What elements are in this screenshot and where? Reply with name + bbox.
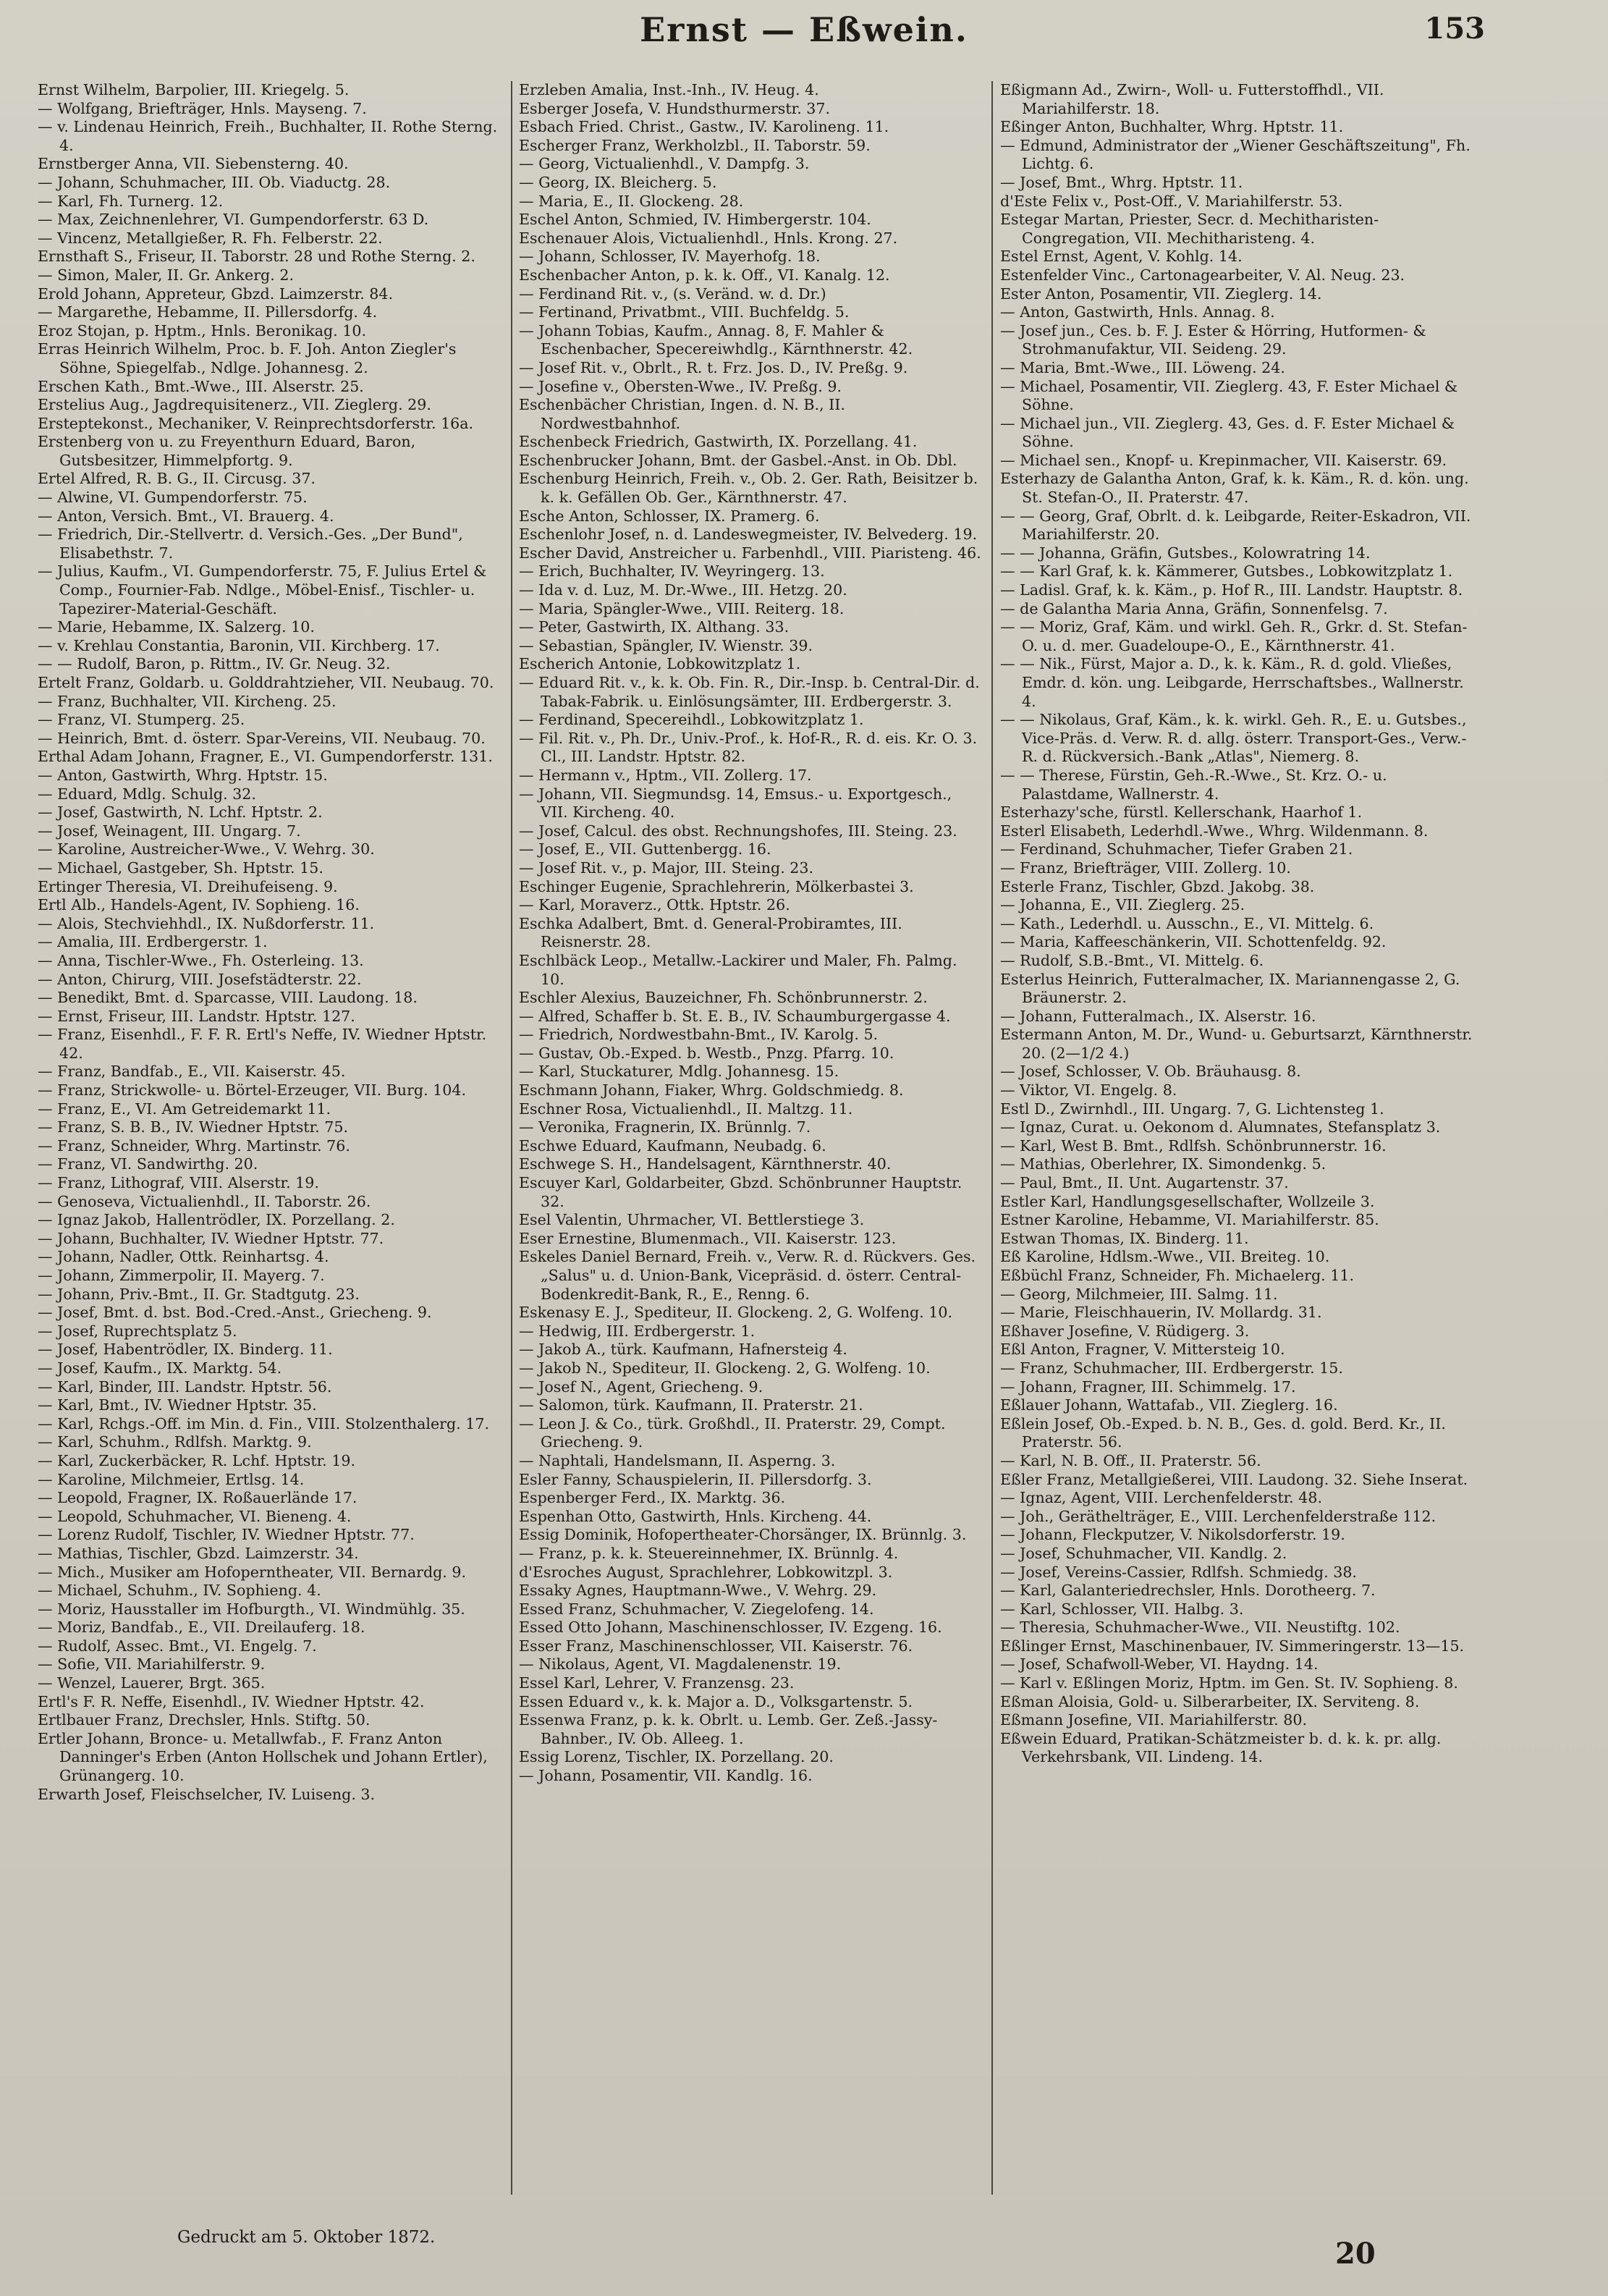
- directory-entry: — Johann, Buchhalter, IV. Wiedner Hptstr. 77.: [38, 1229, 384, 1247]
- directory-entry: Eschwe Eduard, Kaufmann, Neubadg. 6.: [519, 1136, 826, 1155]
- directory-entry: Erthal Adam Johann, Fragner, E., VI. Gumpendorferstr. 131.: [38, 748, 493, 766]
- directory-entry: Esterlus Heinrich, Futteralmacher, IX. Mariannengasse 2, G. Bräunerstr. 2.: [1000, 970, 1460, 1007]
- directory-entry: — Erich, Buchhalter, IV. Weyringerg. 13.: [519, 562, 825, 581]
- directory-entry: — Georg, Milchmeier, III. Salmg. 11.: [1000, 1285, 1278, 1303]
- directory-entry: Erschen Kath., Bmt.-Wwe., III. Alserstr. 25.: [38, 377, 364, 395]
- directory-entry: — Franz, Buchhalter, VII. Kircheng. 25.: [38, 692, 337, 710]
- directory-entry: Essaky Agnes, Hauptmann-Wwe., V. Wehrg. 29.: [519, 1582, 877, 1600]
- directory-entry: — Josef, Calcul. des obst. Rechnungshofes, III. Steing. 23.: [519, 822, 957, 840]
- directory-entry: — Karl, Binder, III. Landstr. Hptstr. 56.: [38, 1377, 332, 1396]
- directory-entry: Ernst Wilhelm, Barpolier, III. Kriegelg. 5.: [38, 81, 350, 98]
- directory-entry: Essenwa Franz, p. k. k. Obrlt. u. Lemb. Ger. Zeß.-Jassy-Bahnber., IV. Ob. Alleeg. 1.: [519, 1711, 938, 1747]
- directory-entry: — Johann, Posamentir, VII. Kandlg. 16.: [519, 1767, 813, 1785]
- directory-entry: — Michael sen., Knopf- u. Krepinmacher, VII. Kaiserstr. 69.: [1000, 451, 1447, 469]
- directory-entry: — Maria, E., II. Glockeng. 28.: [519, 192, 744, 210]
- directory-entry: — Josef Rit. v., Obrlt., R. t. Frz. Jos. D., IV. Preßg. 9.: [519, 358, 908, 376]
- directory-entry: — Ferdinand Rit. v., (s. Veränd. w. d. Dr.): [519, 284, 826, 303]
- directory-entry: — Hermann v., Hptm., VII. Zollerg. 17.: [519, 766, 812, 784]
- directory-entry: Esser Franz, Maschinenschlosser, VII. Kaiserstr. 76.: [519, 1637, 913, 1655]
- directory-columns: [38, 81, 1485, 2195]
- directory-entry: — Franz, E., VI. Am Getreidemarkt 11.: [38, 1100, 331, 1118]
- directory-entry: Eschner Rosa, Victualienhdl., II. Maltzg. 11.: [519, 1100, 853, 1118]
- column-divider: [511, 81, 512, 2195]
- directory-entry: — Jakob A., türk. Kaufmann, Hafnersteig 4.: [519, 1341, 847, 1359]
- directory-entry: — Johann, Nadler, Ottk. Reinhartsg. 4.: [38, 1248, 329, 1266]
- directory-entry: — Franz, VI. Sandwirthg. 20.: [38, 1155, 258, 1173]
- directory-entry: — Josef, Schafwoll-Weber, VI. Haydng. 14.: [1000, 1655, 1319, 1674]
- directory-entry: Ertel Alfred, R. B. G., II. Circusg. 37.: [38, 470, 316, 488]
- directory-entry: — Viktor, VI. Engelg. 8.: [1000, 1081, 1177, 1100]
- directory-entry: Eschwege S. H., Handelsagent, Kärnthnerstr. 40.: [519, 1155, 892, 1173]
- directory-entry: Ertler Johann, Bronce- u. Metallwfab., F. Franz Anton Danninger's Erben (Anton Hollschek und Johann Ertler), Grünangerg. 10.: [38, 1729, 488, 1785]
- directory-entry: — de Galantha Maria Anna, Gräfin, Sonnenfelsg. 7.: [1000, 599, 1388, 617]
- directory-entry: Esler Fanny, Schauspielerin, II. Pillersdorfg. 3.: [519, 1470, 872, 1488]
- directory-entry: — Karl, Bmt., IV. Wiedner Hptstr. 35.: [38, 1396, 317, 1414]
- directory-entry: — Nikolaus, Agent, VI. Magdalenenstr. 19.: [519, 1655, 842, 1674]
- signature-mark: 20: [1335, 2237, 1376, 2271]
- directory-entry: Eschenbeck Friedrich, Gastwirth, IX. Porzellang. 41.: [519, 433, 918, 451]
- directory-entry: — Wolfgang, Briefträger, Hnls. Mayseng. 7.: [38, 99, 367, 117]
- directory-entry: — Ladisl. Graf, k. k. Käm., p. Hof R., III. Landstr. Hauptstr. 8.: [1000, 581, 1463, 599]
- directory-entry: Erstelius Aug., Jagdrequisitenerz., VII. Zieglerg. 29.: [38, 396, 431, 414]
- directory-entry: Eschler Alexius, Bauzeichner, Fh. Schönbrunnerstr. 2.: [519, 989, 928, 1007]
- directory-entry: Erold Johann, Appreteur, Gbzd. Laimzerstr. 84.: [38, 284, 394, 303]
- directory-entry: — Wenzel, Lauerer, Brgt. 365.: [38, 1674, 266, 1692]
- directory-entry: — Leopold, Fragner, IX. Roßauerlände 17.: [38, 1489, 357, 1507]
- directory-entry: Estermann Anton, M. Dr., Wund- u. Geburtsarzt, Kärnthnerstr. 20. (2—1/2 4.): [1000, 1026, 1473, 1062]
- directory-entry: Eßler Franz, Metallgießerei, VIII. Laudong. 32. Siehe Inserat.: [1000, 1470, 1468, 1488]
- column-2: [519, 81, 982, 2195]
- directory-entry: — Ida v. d. Luz, M. Dr.-Wwe., III. Hetzg. 20.: [519, 581, 847, 599]
- directory-entry: Esterle Franz, Tischler, Gbzd. Jakobg. 38.: [1000, 877, 1315, 895]
- directory-entry: — v. Krehlau Constantia, Baronin, VII. Kirchberg. 17.: [38, 636, 440, 654]
- directory-entry: Eser Ernestine, Blumenmach., VII. Kaiserstr. 123.: [519, 1229, 897, 1247]
- directory-entry: — Josef, Schlosser, V. Ob. Bräuhausg. 8.: [1000, 1063, 1301, 1081]
- directory-entry: — Karl, Rchgs.-Off. im Min. d. Fin., VIII. Stolzenthalerg. 17.: [38, 1414, 489, 1432]
- directory-entry: — v. Lindenau Heinrich, Freih., Buchhalter, II. Rothe Sterng. 4.: [38, 118, 498, 154]
- directory-entry: Eßlinger Ernst, Maschinenbauer, IV. Simmeringerstr. 13—15.: [1000, 1637, 1465, 1655]
- directory-entry: — Michael, Schuhm., IV. Sophieng. 4.: [38, 1582, 321, 1600]
- directory-entry: Erras Heinrich Wilhelm, Proc. b. F. Joh. Anton Ziegler's Söhne, Spiegelfab., Ndlge. Johannesg. 2.: [38, 340, 457, 376]
- directory-entry: Eßl Anton, Fragner, V. Mittersteig 10.: [1000, 1341, 1285, 1359]
- directory-entry: Estwan Thomas, IX. Binderg. 11.: [1000, 1229, 1249, 1247]
- directory-entry: Eschmann Johann, Fiaker, Whrg. Goldschmiedg. 8.: [519, 1081, 904, 1100]
- directory-entry: Ertlbauer Franz, Drechsler, Hnls. Stiftg. 50.: [38, 1711, 371, 1729]
- directory-entry: — Kath., Lederhdl. u. Ausschn., E., VI. Mittelg. 6.: [1000, 914, 1374, 932]
- directory-entry: Esterhazy'sche, fürstl. Kellerschank, Haarhof 1.: [1000, 803, 1363, 822]
- directory-entry: — Moriz, Bandfab., E., VII. Dreilauferg. 18.: [38, 1618, 365, 1637]
- directory-entry: — Michael, Posamentir, VII. Zieglerg. 43, F. Ester Michael & Söhne.: [1000, 377, 1458, 414]
- directory-entry: — — Johanna, Gräfin, Gutsbes., Kolowratring 14.: [1000, 544, 1371, 562]
- directory-entry: — Marie, Fleischhauerin, IV. Mollardg. 31.: [1000, 1304, 1322, 1322]
- directory-entry: — Johann Tobias, Kaufm., Annag. 8, F. Mahler & Eschenbacher, Specereiwhdlg., Kärnthnerstr. 42.: [519, 321, 913, 358]
- directory-entry: — Amalia, III. Erdbergerstr. 1.: [38, 933, 268, 951]
- directory-entry: Esel Valentin, Uhrmacher, VI. Bettlerstiege 3.: [519, 1211, 865, 1229]
- directory-entry: — Johann, Futteralmach., IX. Alserstr. 16.: [1000, 1007, 1316, 1025]
- page-title: Ernst — Eßwein.: [640, 10, 968, 49]
- directory-entry: — Eduard, Mdlg. Schulg. 32.: [38, 785, 256, 803]
- directory-entry: — — Nik., Fürst, Major a. D., k. k. Käm., R. d. gold. Vließes, Emdr. d. kön. ung. Leibgarde, Herrschaftsbes., Wallnerstr. 4.: [1000, 655, 1464, 710]
- directory-entry: — Franz, p. k. k. Steuereinnehmer, IX. Brünnlg. 4.: [519, 1544, 899, 1562]
- directory-entry: Eschenlohr Josef, n. d. Landeswegmeister, IV. Belvederg. 19.: [519, 526, 978, 544]
- directory-entry: — Ignaz Jakob, Hallentrödler, IX. Porzellang. 2.: [38, 1211, 395, 1229]
- directory-entry: Esche Anton, Schlosser, IX. Pramerg. 6.: [519, 507, 820, 525]
- directory-entry: — Genoseva, Victualienhdl., II. Taborstr. 26.: [38, 1192, 371, 1210]
- directory-entry: — Josef, Weinagent, III. Ungarg. 7.: [38, 822, 301, 840]
- directory-entry: — Josef, Gastwirth, N. Lchf. Hptstr. 2.: [38, 803, 323, 822]
- directory-entry: — Karoline, Milchmeier, Ertlsg. 14.: [38, 1470, 305, 1488]
- directory-entry: Espenhan Otto, Gastwirth, Hnls. Kircheng. 44.: [519, 1507, 872, 1525]
- directory-entry: Ernstberger Anna, VII. Siebensterng. 40.: [38, 155, 349, 173]
- directory-entry: — Mich., Musiker am Hofoperntheater, VII. Bernardg. 9.: [38, 1563, 467, 1581]
- directory-entry: — Josef, Bmt., Whrg. Hptstr. 11.: [1000, 173, 1243, 191]
- directory-entry: — Franz, Lithograf, VIII. Alserstr. 19.: [38, 1174, 319, 1192]
- directory-entry: Estner Karoline, Hebamme, VI. Mariahilferstr. 85.: [1000, 1211, 1379, 1229]
- directory-entry: Essed Franz, Schuhmacher, V. Ziegelofeng. 14.: [519, 1600, 874, 1618]
- directory-entry: — Johann, Fleckputzer, V. Nikolsdorferstr. 19.: [1000, 1526, 1345, 1544]
- directory-entry: — Vincenz, Metallgießer, R. Fh. Felberstr. 22.: [38, 229, 383, 247]
- column-divider: [991, 81, 993, 2195]
- directory-entry: — Ferdinand, Schuhmacher, Tiefer Graben 21.: [1000, 840, 1353, 858]
- directory-entry: Eßman Aloisia, Gold- u. Silberarbeiter, IX. Serviteng. 8.: [1000, 1692, 1420, 1710]
- directory-entry: Essen Eduard v., k. k. Major a. D., Volksgartenstr. 5.: [519, 1692, 913, 1710]
- directory-entry: — Ernst, Friseur, III. Landstr. Hptstr. 127.: [38, 1007, 355, 1025]
- directory-entry: — — Therese, Fürstin, Geh.-R.-Wwe., St. Krz. O.- u. Palastdame, Wallnerstr. 4.: [1000, 766, 1387, 803]
- directory-entry: — Franz, Briefträger, VIII. Zollerg. 10.: [1000, 858, 1291, 877]
- directory-entry: — Joh., Geräthelträger, E., VIII. Lerchenfelderstraße 112.: [1000, 1507, 1436, 1525]
- directory-entry: — Peter, Gastwirth, IX. Althang. 33.: [519, 618, 790, 636]
- directory-entry: Eßlein Josef, Ob.-Exped. b. N. B., Ges. d. gold. Berd. Kr., II. Praterstr. 56.: [1000, 1414, 1446, 1451]
- directory-entry: — Josef, Kaufm., IX. Marktg. 54.: [38, 1359, 282, 1377]
- directory-entry: Ertelt Franz, Goldarb. u. Golddrahtzieher, VII. Neubaug. 70.: [38, 674, 494, 691]
- directory-entry: Esterhazy de Galantha Anton, Graf, k. k. Käm., R. d. kön. ung. St. Stefan-O., II. Praterstr. 47.: [1000, 470, 1469, 507]
- directory-entry: — Josef, E., VII. Guttenbergg. 16.: [519, 840, 771, 858]
- directory-entry: Erwarth Josef, Fleischselcher, IV. Luiseng. 3.: [38, 1785, 376, 1803]
- directory-entry: — Jakob N., Spediteur, II. Glockeng. 2, G. Wolfeng. 10.: [519, 1359, 931, 1377]
- directory-entry: — Fil. Rit. v., Ph. Dr., Univ.-Prof., k. Hof-R., R. d. eis. Kr. O. 3. Cl., III. Landstr. Hptstr. 82.: [519, 729, 978, 766]
- directory-entry: Eskeles Daniel Bernard, Freih. v., Verw. R. d. Rückvers. Ges. „Salus" u. d. Union-Bank, Vicepräsid. d. österr. Central-Bodenkredit-Bank, R., E., Renng. 6.: [519, 1248, 976, 1303]
- directory-entry: — Fertinand, Privatbmt., VIII. Buchfeldg. 5.: [519, 303, 850, 321]
- directory-entry: — Karl, Zuckerbäcker, R. Lchf. Hptstr. 19.: [38, 1451, 356, 1469]
- directory-entry: — Hedwig, III. Erdbergerstr. 1.: [519, 1322, 756, 1340]
- directory-entry: — Karl, Moraverz., Ottk. Hptstr. 26.: [519, 896, 790, 914]
- column-1: [38, 81, 501, 2195]
- directory-entry: — Alfred, Schaffer b. St. E. B., IV. Schaumburgergasse 4.: [519, 1007, 951, 1025]
- directory-entry: Eschenburg Heinrich, Freih. v., Ob. 2. Ger. Rath, Beisitzer b. k. k. Gefällen Ob. Ger., Kärnthnerstr. 47.: [519, 470, 978, 507]
- directory-entry: — Max, Zeichnenlehrer, VI. Gumpendorferstr. 63 D.: [38, 211, 429, 229]
- directory-entry: — Edmund, Administrator der „Wiener Geschäftszeitung", Fh. Lichtg. 6.: [1000, 136, 1471, 173]
- directory-entry: Eskenasy E. J., Spediteur, II. Glockeng. 2, G. Wolfeng. 10.: [519, 1304, 953, 1322]
- directory-entry: Eschlbäck Leop., Metallw.-Lackirer und Maler, Fh. Palmg. 10.: [519, 951, 957, 988]
- directory-entry: Eroz Stojan, p. Hptm., Hnls. Beronikag. 10.: [38, 321, 366, 339]
- column-3: [1000, 81, 1478, 2195]
- directory-entry: — Paul, Bmt., II. Unt. Augartenstr. 37.: [1000, 1174, 1289, 1192]
- directory-entry: Ester Anton, Posamentir, VII. Zieglerg. 14.: [1000, 284, 1322, 303]
- directory-entry: — Ferdinand, Specereihdl., Lobkowitzplatz 1.: [519, 711, 864, 729]
- directory-entry: — Karl, Schuhm., Rdlfsh. Marktg. 9.: [38, 1433, 312, 1451]
- directory-entry: Eschenbrucker Johann, Bmt. der Gasbel.-Anst. in Ob. Dbl.: [519, 451, 957, 469]
- directory-entry: — — Nikolaus, Graf, Käm., k. k. wirkl. Geh. R., E. u. Gutsbes., Vice-Präs. d. Verw. R. d. allg. österr. Transport-Ges., Verw.-R. d. Rückversich.-Bank „Atlas", Niemerg. 8.: [1000, 711, 1467, 766]
- directory-entry: — Johann, Fragner, III. Schimmelg. 17.: [1000, 1377, 1296, 1396]
- directory-entry: — Margarethe, Hebamme, II. Pillersdorfg. 4.: [38, 303, 378, 321]
- directory-entry: Escherich Antonie, Lobkowitzplatz 1.: [519, 655, 801, 673]
- directory-entry: — Josef, Vereins-Cassier, Rdlfsh. Schmiedg. 38.: [1000, 1563, 1357, 1581]
- directory-entry: — Karl, Stuckaturer, Mdlg. Johannesg. 15.: [519, 1063, 839, 1081]
- directory-entry: — Josef, Habentrödler, IX. Binderg. 11.: [38, 1341, 333, 1359]
- directory-entry: Esterl Elisabeth, Lederhdl.-Wwe., Whrg. Wildenmann. 8.: [1000, 822, 1429, 840]
- directory-entry: — Mathias, Tischler, Gbzd. Laimzerstr. 34.: [38, 1544, 359, 1562]
- directory-entry: Essig Lorenz, Tischler, IX. Porzellang. 20.: [519, 1748, 834, 1766]
- directory-entry: — Simon, Maler, II. Gr. Ankerg. 2.: [38, 266, 294, 284]
- directory-entry: — Alois, Stechviehhdl., IX. Nußdorferstr. 11.: [38, 914, 375, 932]
- directory-entry: — Anton, Chirurg, VIII. Josefstädterstr. 22.: [38, 970, 362, 988]
- directory-entry: Estel Ernst, Agent, V. Kohlg. 14.: [1000, 248, 1243, 266]
- directory-entry: — Theresia, Schuhmacher-Wwe., VII. Neustiftg. 102.: [1000, 1618, 1400, 1637]
- directory-entry: Estenfelder Vinc., Cartonagearbeiter, V. Al. Neug. 23.: [1000, 266, 1405, 284]
- directory-entry: Eßinger Anton, Buchhalter, Whrg. Hptstr. 11.: [1000, 118, 1344, 136]
- directory-entry: — Johann, Zimmerpolir, II. Mayerg. 7.: [38, 1267, 325, 1284]
- page-header: [0, 4, 1608, 55]
- directory-entry: Escuyer Karl, Goldarbeiter, Gbzd. Schönbrunner Hauptstr. 32.: [519, 1174, 962, 1210]
- directory-entry: — Johann, Schlosser, IV. Mayerhofg. 18.: [519, 248, 821, 266]
- directory-entry: — Julius, Kaufm., VI. Gumpendorferstr. 75, F. Julius Ertel & Comp., Fournier-Fab. Ndlge., Möbel-Enisf., Tischler- u. Tapezirer-Material-Geschäft.: [38, 562, 487, 617]
- directory-entry: — Josefine v., Obersten-Wwe., IV. Preßg. 9.: [519, 377, 842, 395]
- directory-entry: — — Moriz, Graf, Käm. und wirkl. Geh. R., Grkr. d. St. Stefan-O. u. d. mer. Guadeloupe-O., E., Kärnthnerstr. 41.: [1000, 618, 1468, 654]
- directory-entry: — Rudolf, Assec. Bmt., VI. Engelg. 7.: [38, 1637, 317, 1655]
- directory-entry: — Karl, N. B. Off., II. Praterstr. 56.: [1000, 1451, 1261, 1469]
- directory-entry: Eß Karoline, Hdlsm.-Wwe., VII. Breiteg. 10.: [1000, 1248, 1330, 1266]
- directory-entry: — Anton, Versich. Bmt., VI. Brauerg. 4.: [38, 507, 334, 525]
- directory-entry: — Eduard Rit. v., k. k. Ob. Fin. R., Dir.-Insp. b. Central-Dir. d. Tabak-Fabrik. u. Einlösungsämter, III. Erdbergerstr. 3.: [519, 674, 980, 710]
- directory-entry: Eschka Adalbert, Bmt. d. General-Probiramtes, III. Reisnerstr. 28.: [519, 914, 902, 951]
- directory-entry: — Anton, Gastwirth, Hnls. Annag. 8.: [1000, 303, 1275, 321]
- directory-entry: Esbach Fried. Christ., Gastw., IV. Karolineng. 11.: [519, 118, 889, 136]
- directory-entry: — Franz, VI. Stumperg. 25.: [38, 711, 245, 729]
- directory-entry: — Maria, Kaffeeschänkerin, VII. Schottenfeldg. 92.: [1000, 933, 1387, 951]
- directory-entry: — Karl v. Eßlingen Moriz, Hptm. im Gen. St. IV. Sophieng. 8.: [1000, 1674, 1458, 1692]
- directory-entry: — Franz, Schuhmacher, III. Erdbergerstr. 15.: [1000, 1359, 1343, 1377]
- directory-entry: Ertinger Theresia, VI. Dreihufeiseng. 9.: [38, 877, 338, 895]
- directory-entry: — Maria, Bmt.-Wwe., III. Löweng. 24.: [1000, 358, 1285, 376]
- directory-entry: Erstenberg von u. zu Freyenthurn Eduard, Baron, Gutsbesitzer, Himmelpfortg. 9.: [38, 433, 416, 469]
- directory-entry: — Michael, Gastgeber, Sh. Hptstr. 15.: [38, 858, 323, 877]
- directory-entry: Eschenbacher Anton, p. k. k. Off., VI. Kanalg. 12.: [519, 266, 890, 284]
- directory-entry: Essig Dominik, Hofopertheater-Chorsänger, IX. Brünnlg. 3.: [519, 1526, 967, 1544]
- directory-entry: Ersteptekonst., Mechaniker, V. Reinprechtsdorferstr. 16a.: [38, 414, 474, 432]
- directory-entry: Estler Karl, Handlungsgesellschafter, Wollzeile 3.: [1000, 1192, 1375, 1210]
- directory-entry: — Josef jun., Ces. b. F. J. Ester & Hörring, Hutformen- & Strohmanufaktur, VII. Seideng. 29.: [1000, 321, 1426, 358]
- directory-entry: — Salomon, türk. Kaufmann, II. Praterstr. 21.: [519, 1396, 863, 1414]
- directory-entry: — Anton, Gastwirth, Whrg. Hptstr. 15.: [38, 766, 328, 784]
- directory-entry: — Georg, IX. Bleicherg. 5.: [519, 173, 717, 191]
- directory-entry: Erzleben Amalia, Inst.-Inh., IV. Heug. 4.: [519, 81, 819, 98]
- directory-entry: — Alwine, VI. Gumpendorferstr. 75.: [38, 489, 308, 507]
- directory-entry: Ernsthaft S., Friseur, II. Taborstr. 28 und Rothe Sterng. 2.: [38, 248, 475, 266]
- directory-entry: — Friedrich, Dir.-Stellvertr. d. Versich.-Ges. „Der Bund", Elisabethstr. 7.: [38, 526, 463, 562]
- directory-entry: Eßigmann Ad., Zwirn-, Woll- u. Futterstoffhdl., VII. Mariahilferstr. 18.: [1000, 81, 1384, 117]
- directory-entry: — Georg, Victualienhdl., V. Dampfg. 3.: [519, 155, 810, 173]
- directory-entry: — Rudolf, S.B.-Bmt., VI. Mittelg. 6.: [1000, 951, 1264, 969]
- directory-entry: — Franz, Bandfab., E., VII. Kaiserstr. 45.: [38, 1063, 346, 1081]
- directory-entry: — Sofie, VII. Mariahilferstr. 9.: [38, 1655, 266, 1674]
- directory-entry: — Naphtali, Handelsmann, II. Asperng. 3.: [519, 1451, 836, 1469]
- directory-entry: — — Karl Graf, k. k. Kämmerer, Gutsbes., Lobkowitzplatz 1.: [1000, 562, 1453, 581]
- directory-entry: Espenberger Ferd., IX. Marktg. 36.: [519, 1489, 786, 1507]
- directory-entry: — Leon J. & Co., türk. Großhdl., II. Praterstr. 29, Compt. Griecheng. 9.: [519, 1414, 946, 1451]
- directory-entry: — Karl, Schlosser, VII. Halbg. 3.: [1000, 1600, 1244, 1618]
- directory-entry: — Franz, Schneider, Whrg. Martinstr. 76.: [38, 1136, 350, 1155]
- directory-entry: — — Rudolf, Baron, p. Rittm., IV. Gr. Neug. 32.: [38, 655, 391, 673]
- directory-entry: — Ignaz, Curat. u. Oekonom d. Alumnates, Stefansplatz 3.: [1000, 1118, 1441, 1136]
- directory-entry: — Veronika, Fragnerin, IX. Brünnlg. 7.: [519, 1118, 811, 1136]
- directory-entry: — Heinrich, Bmt. d. österr. Spar-Vereins, VII. Neubaug. 70.: [38, 729, 486, 747]
- directory-entry: — Karoline, Austreicher-Wwe., V. Wehrg. 30.: [38, 840, 375, 858]
- directory-entry: Ertl's F. R. Neffe, Eisenhdl., IV. Wiedner Hptstr. 42.: [38, 1692, 425, 1710]
- directory-entry: Eschinger Eugenie, Sprachlehrerin, Mölkerbastei 3.: [519, 877, 914, 895]
- directory-entry: — Moriz, Hausstaller im Hofburgth., VI. Windmühlg. 35.: [38, 1600, 465, 1618]
- directory-entry: — Josef Rit. v., p. Major, III. Steing. 23.: [519, 858, 814, 877]
- directory-entry: — Franz, Strickwolle- u. Börtel-Erzeuger, VII. Burg. 104.: [38, 1081, 467, 1100]
- directory-entry: — Friedrich, Nordwestbahn-Bmt., IV. Karolg. 5.: [519, 1026, 879, 1044]
- directory-entry: — Leopold, Schuhmacher, VI. Bieneng. 4.: [38, 1507, 352, 1525]
- directory-entry: — Sebastian, Spängler, IV. Wienstr. 39.: [519, 636, 813, 654]
- directory-entry: d'Este Felix v., Post-Off., V. Mariahilferstr. 53.: [1000, 192, 1343, 210]
- directory-entry: Essed Otto Johann, Maschinenschlosser, IV. Ezgeng. 16.: [519, 1618, 942, 1637]
- directory-entry: Eßbüchl Franz, Schneider, Fh. Michaelerg. 11.: [1000, 1267, 1354, 1284]
- directory-entry: — Lorenz Rudolf, Tischler, IV. Wiedner Hptstr. 77.: [38, 1526, 415, 1544]
- directory-entry: — Maria, Spängler-Wwe., VIII. Reiterg. 18.: [519, 599, 845, 617]
- directory-entry: — Johann, Schuhmacher, III. Ob. Viaductg. 28.: [38, 173, 391, 191]
- directory-entry: — Franz, Eisenhdl., F. F. R. Ertl's Neffe, IV. Wiedner Hptstr. 42.: [38, 1026, 487, 1062]
- directory-entry: — Johanna, E., VII. Zieglerg. 25.: [1000, 896, 1245, 914]
- directory-entry: — Franz, S. B. B., IV. Wiedner Hptstr. 75.: [38, 1118, 349, 1136]
- directory-entry: — Michael jun., VII. Zieglerg. 43, Ges. d. F. Ester Michael & Söhne.: [1000, 414, 1455, 451]
- directory-entry: — Mathias, Oberlehrer, IX. Simondenkg. 5.: [1000, 1155, 1326, 1173]
- directory-entry: Eschel Anton, Schmied, IV. Himbergerstr. 104.: [519, 211, 871, 229]
- directory-entry: — Josef, Bmt. d. bst. Bod.-Cred.-Anst., Griecheng. 9.: [38, 1304, 432, 1322]
- directory-entry: Esberger Josefa, V. Hundsthurmerstr. 37.: [519, 99, 831, 117]
- directory-entry: — Josef, Schuhmacher, VII. Kandlg. 2.: [1000, 1544, 1287, 1562]
- directory-entry: — Karl, Galanteriedrechsler, Hnls. Dorotheerg. 7.: [1000, 1582, 1376, 1600]
- directory-entry: d'Esroches August, Sprachlehrer, Lobkowitzpl. 3.: [519, 1563, 893, 1581]
- directory-entry: Eschenbächer Christian, Ingen. d. N. B., II. Nordwestbahnhof.: [519, 396, 845, 432]
- directory-entry: — Marie, Hebamme, IX. Salzerg. 10.: [38, 618, 315, 636]
- directory-entry: — Anna, Tischler-Wwe., Fh. Osterleing. 13.: [38, 951, 364, 969]
- page-number: 153: [1424, 12, 1485, 46]
- directory-entry: — — Georg, Graf, Obrlt. d. k. Leibgarde, Reiter-Eskadron, VII. Mariahilferstr. 20.: [1000, 507, 1471, 544]
- directory-entry: Eßmann Josefine, VII. Mariahilferstr. 80.: [1000, 1711, 1308, 1729]
- directory-entry: — Josef N., Agent, Griecheng. 9.: [519, 1377, 763, 1396]
- directory-entry: — Gustav, Ob.-Exped. b. Westb., Pnzg. Pfarrg. 10.: [519, 1044, 894, 1062]
- directory-entry: Estl D., Zwirnhdl., III. Ungarg. 7, G. Lichtensteg 1.: [1000, 1100, 1384, 1118]
- directory-entry: Essel Karl, Lehrer, V. Franzensg. 23.: [519, 1674, 795, 1692]
- directory-entry: Eßhaver Josefine, V. Rüdigerg. 3.: [1000, 1322, 1250, 1340]
- directory-entry: Eschenauer Alois, Victualienhdl., Hnls. Krong. 27.: [519, 229, 898, 247]
- print-date: Gedruckt am 5. Oktober 1872.: [177, 2228, 436, 2247]
- directory-entry: — Josef, Ruprechtsplatz 5.: [38, 1322, 237, 1340]
- directory-entry: — Johann, Priv.-Bmt., II. Gr. Stadtgutg. 23.: [38, 1285, 360, 1303]
- directory-entry: — Benedikt, Bmt. d. Sparcasse, VIII. Laudong. 18.: [38, 989, 418, 1007]
- directory-entry: Escher David, Anstreicher u. Farbenhdl., VIII. Piaristeng. 46.: [519, 544, 981, 562]
- directory-entry: Estegar Martan, Priester, Secr. d. Mechitharisten-Congregation, VII. Mechitharisteng. 4.: [1000, 211, 1379, 247]
- directory-entry: — Johann, VII. Siegmundsg. 14, Emsus.- u. Exportgesch., VII. Kircheng. 40.: [519, 785, 952, 822]
- directory-entry: — Karl, West B. Bmt., Rdlfsh. Schönbrunnerstr. 16.: [1000, 1136, 1387, 1155]
- directory-entry: Eßwein Eduard, Pratikan-Schätzmeister b. d. k. k. pr. allg. Verkehrsbank, VII. Lindeng. 14.: [1000, 1729, 1442, 1766]
- directory-entry: Escherger Franz, Werkholzbl., II. Taborstr. 59.: [519, 136, 871, 154]
- directory-entry: Ertl Alb., Handels-Agent, IV. Sophieng. 16.: [38, 896, 360, 914]
- directory-entry: — Karl, Fh. Turnerg. 12.: [38, 192, 224, 210]
- directory-entry: Eßlauer Johann, Wattafab., VII. Zieglerg. 16.: [1000, 1396, 1338, 1414]
- directory-entry: — Ignaz, Agent, VIII. Lerchenfelderstr. 48.: [1000, 1489, 1323, 1507]
